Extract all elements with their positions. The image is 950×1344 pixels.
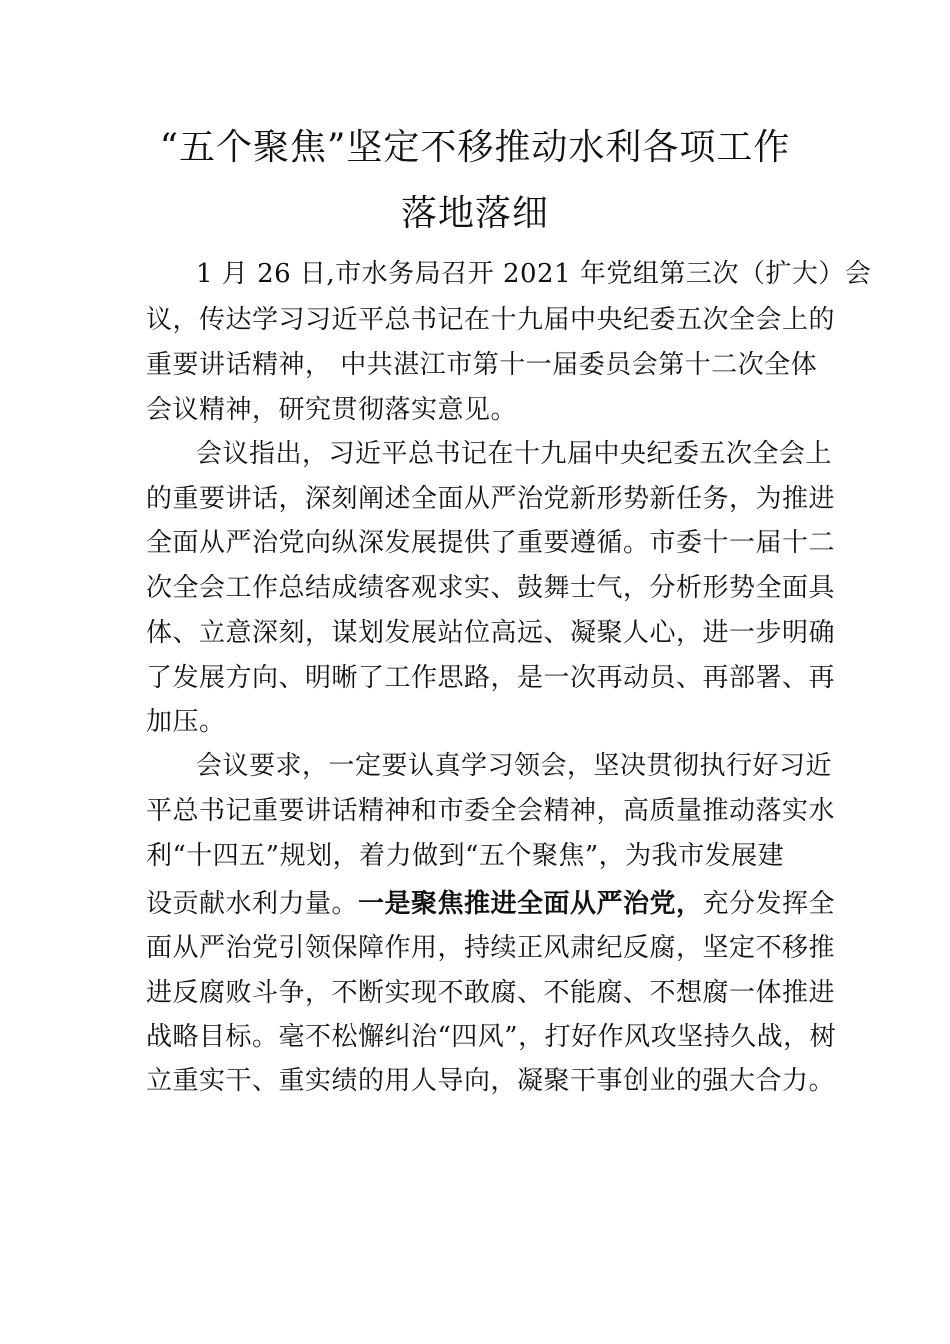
paragraph-3-text: 设贡献水利力量。	[146, 889, 359, 919]
paragraph-2-line: 全面从严治党向纵深发展提供了重要遵循。市委十一届十二	[146, 528, 836, 558]
paragraph-2-line: 体、立意深刻，谋划发展站位高远、凝聚人心，进一步明确	[146, 618, 836, 648]
document-title-line-1: “五个聚焦”坚定不移推动水利各项工作	[159, 127, 791, 168]
paragraph-3-line: 会议要求，一定要认真学习领会，坚决贯彻执行好习近	[196, 751, 833, 781]
paragraph-3-line: 利“十四五”规划，着力做到“五个聚焦”，为我市发展建	[146, 841, 785, 871]
paragraph-3-line: 进反腐败斗争，不断实现不敢腐、不能腐、不想腐一体推进	[146, 978, 836, 1008]
paragraph-1-line: 议，传达学习习近平总书记在十九届中央纪委五次全会上的	[146, 305, 836, 335]
paragraph-1-line: 会议精神，研究贯彻落实意见。	[146, 395, 518, 425]
paragraph-2-line: 了发展方向、明晰了工作思路，是一次再动员、再部署、再	[146, 663, 836, 693]
paragraph-3-line: 面从严治党引领保障作用，持续正风肃纪反腐，坚定不移推	[146, 933, 836, 963]
paragraph-1-line: 1 月 26 日,市水务局召开 2021 年党组第三次（扩大）会	[196, 259, 872, 289]
paragraph-3-text: 充分发挥全	[702, 889, 836, 919]
paragraph-2-line: 次全会工作总结成绩客观求实、鼓舞士气，分析形势全面具	[146, 573, 836, 603]
paragraph-2-line: 会议指出，习近平总书记在十九届中央纪委五次全会上	[196, 439, 833, 469]
highlight-bold-text: 一是聚焦推进全面从严治党，	[358, 889, 703, 919]
paragraph-3-line: 立重实干、重实绩的用人导向，凝聚干事创业的强大合力。	[146, 1066, 836, 1096]
document-title-line-2: 落地落细	[400, 193, 549, 234]
paragraph-1-line: 重要讲话精神， 中共湛江市第十一届委员会第十二次全体	[146, 350, 818, 380]
paragraph-2-line: 的重要讲话，深刻阐述全面从严治党新形势新任务，为推进	[146, 484, 836, 514]
paragraph-3-line: 战略目标。毫不松懈纠治“四风”，打好作风攻坚持久战，树	[146, 1022, 837, 1052]
paragraph-3-line: 平总书记重要讲话精神和市委全会精神，高质量推动落实水	[146, 796, 836, 826]
paragraph-2-line: 加压。	[146, 707, 226, 737]
paragraph-3-line-mixed	[146, 888, 836, 920]
